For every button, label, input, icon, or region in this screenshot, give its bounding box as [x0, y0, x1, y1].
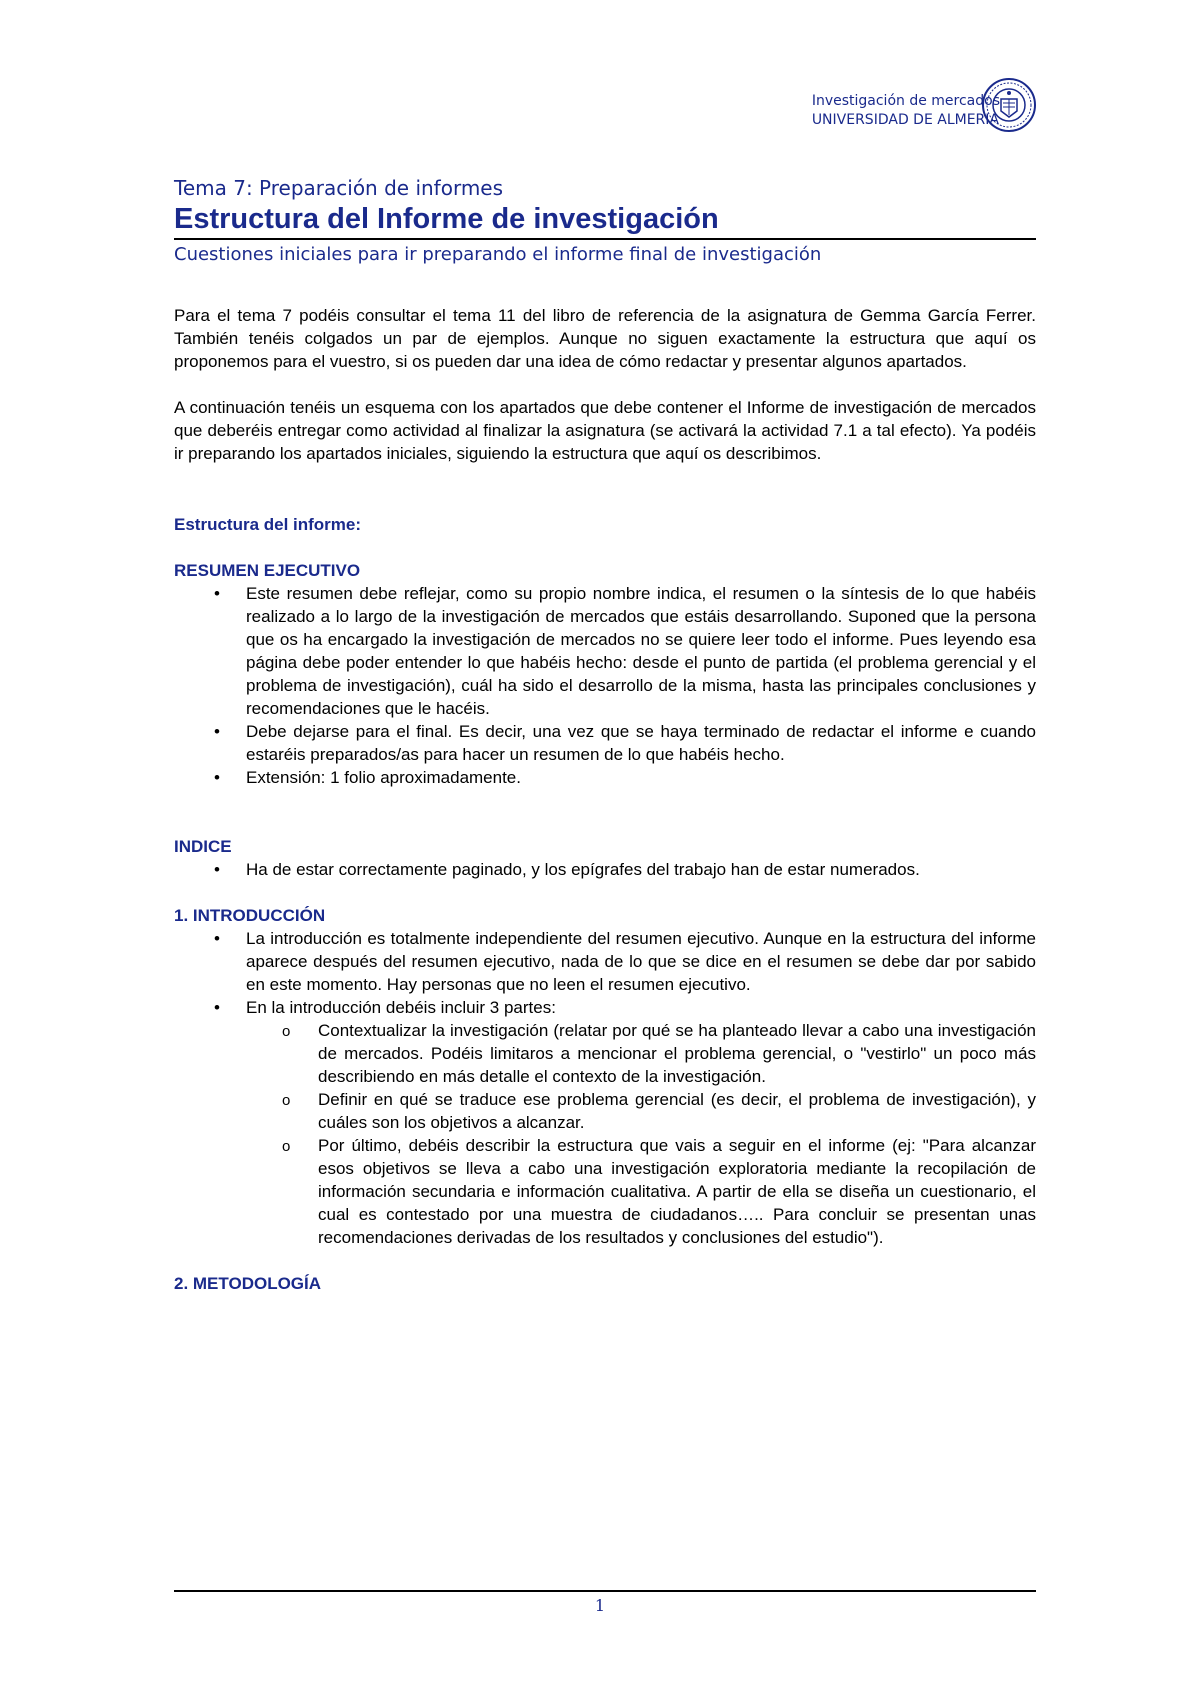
list-item: • La introducción es totalmente independiente del resumen ejecutivo. Aunque en la estructura del informe aparece después del resumen ejecutivo, nada de lo que se dice en el resumen se debe dar por sabido en este momento. Hay personas que no leen el resumen ejecutivo.: [214, 929, 1036, 994]
university-name: UNIVERSIDAD DE ALMERIA: [811, 112, 999, 128]
bullet-icon: •: [214, 998, 220, 1017]
topic-heading: Tema 7: Preparación de informes: [174, 176, 504, 200]
circle-bullet-icon: o: [282, 1092, 291, 1109]
section-heading-indice: INDICE: [174, 837, 232, 856]
introduccion-list: [174, 927, 1036, 1249]
list-item: • Debe dejarse para el final. Es decir, una vez que se haya terminado de redactar el informe e cuando estaréis preparados/as para hacer un resumen de lo que habéis hecho.: [214, 722, 1036, 764]
structure-heading: Estructura del informe:: [174, 515, 362, 534]
bullet-icon: •: [214, 584, 220, 603]
list-item: • Este resumen debe reflejar, como su propio nombre indica, el resumen o la síntesis de lo que habéis realizado a lo largo de la investigación de mercados que estáis desarrollando. Suponed que la persona que os ha encargado la investigación de mercados no se quiere leer todo el informe. Pues leyendo esa página debe poder entender lo que habéis hecho: desde el punto de partida (el problema gerencial y el problema de investigación), cuál ha sido el desarrollo de la misma, hasta las principales conclusiones y recomendaciones que le hacéis.: [214, 584, 1036, 718]
bullet-icon: •: [214, 929, 220, 948]
section-heading-resumen: RESUMEN EJECUTIVO: [174, 561, 361, 580]
footer-divider: [174, 1590, 1036, 1592]
bullet-icon: •: [214, 860, 220, 879]
document-body: [174, 176, 1036, 1295]
indice-list: [174, 858, 1036, 881]
document-title: Estructura del Informe de investigación: [174, 202, 1036, 240]
page-number: 1: [594, 1596, 606, 1615]
circle-bullet-icon: o: [282, 1138, 291, 1155]
sub-list-item: o Definir en qué se traduce ese problema gerencial (es decir, el problema de investigación), y cuáles son los objetivos a alcanzar.: [282, 1090, 1036, 1132]
section-heading-metodologia: 2. METODOLOGÍA: [174, 1274, 322, 1293]
page-header: [812, 92, 1000, 130]
resumen-list: [174, 582, 1036, 789]
introduccion-sublist: [174, 1019, 1036, 1249]
university-seal-icon: [981, 77, 1037, 133]
document-subtitle: Cuestiones iniciales para ir preparando el informe final de investigación: [174, 244, 822, 265]
list-item: • Ha de estar correctamente paginado, y los epígrafes del trabajo han de estar numerados.: [214, 860, 920, 879]
circle-bullet-icon: o: [282, 1023, 291, 1040]
sub-list-item: o Por último, debéis describir la estructura que vais a seguir en el informe (ej: "Para alcanzar esos objetivos se lleva a cabo una investigación exploratoria mediante la recopilación de información secundaria e información cualitativa. A partir de ella se diseña un cuestionario, el cual es contestado por una muestra de ciudadanos….. Para concluir se presentan unas recomendaciones derivadas de los resultados y conclusiones del estudio").: [282, 1136, 1036, 1247]
course-name: Investigación de mercados: [811, 93, 1000, 109]
bullet-icon: •: [214, 768, 220, 787]
bullet-icon: •: [214, 722, 220, 741]
section-heading-introduccion: 1. INTRODUCCIÓN: [174, 906, 326, 925]
list-item: • En la introducción debéis incluir 3 partes: o Contextualizar la investigación (relatar por qué se ha planteado llevar a cabo una investigación de mercados. Podéis limitaros a mencionar el problema gerencial, o "vestirlo" un poco más describiendo en más detalle el contexto de la investigación. o Definir en qué se traduce ese problema gerencial (es decir, el problema de investigación), y cuáles son los objetivos a alcanzar. o Por último, debéis describir la estructura que vais a seguir en el informe (ej: "Para alcanzar esos objetivos se lleva a cabo una investigación exploratoria mediante la recopilación de información secundaria e información cualitativa. A partir de ella se diseña un cuestionario, el cual es contestado por una muestra de ciudadanos….. Para concluir se presentan unas recomendaciones derivadas de los resultados y conclusiones del estudio").: [174, 996, 1036, 1249]
intro-paragraph-2: A continuación tenéis un esquema con los apartados que debe contener el Informe de investigación de mercados que deberéis entregar como actividad al finalizar la asignatura (se activará la actividad 7.1 a tal efecto). Ya podéis ir preparando los apartados iniciales, siguiendo la estructura que aquí os describimos.: [174, 398, 1036, 463]
list-item: • Extensión: 1 folio aproximadamente.: [214, 768, 521, 787]
sub-list-item: o Contextualizar la investigación (relatar por qué se ha planteado llevar a cabo una investigación de mercados. Podéis limitaros a mencionar el problema gerencial, o "vestirlo" un poco más describiendo en más detalle el contexto de la investigación.: [282, 1021, 1036, 1086]
intro-paragraph-1: Para el tema 7 podéis consultar el tema 11 del libro de referencia de la asignatura de Gemma García Ferrer. También tenéis colgados un par de ejemplos. Aunque no siguen exactamente la estructura que aquí os proponemos para el vuestro, si os pueden dar una idea de cómo redactar y presentar algunos apartados.: [174, 306, 1036, 371]
